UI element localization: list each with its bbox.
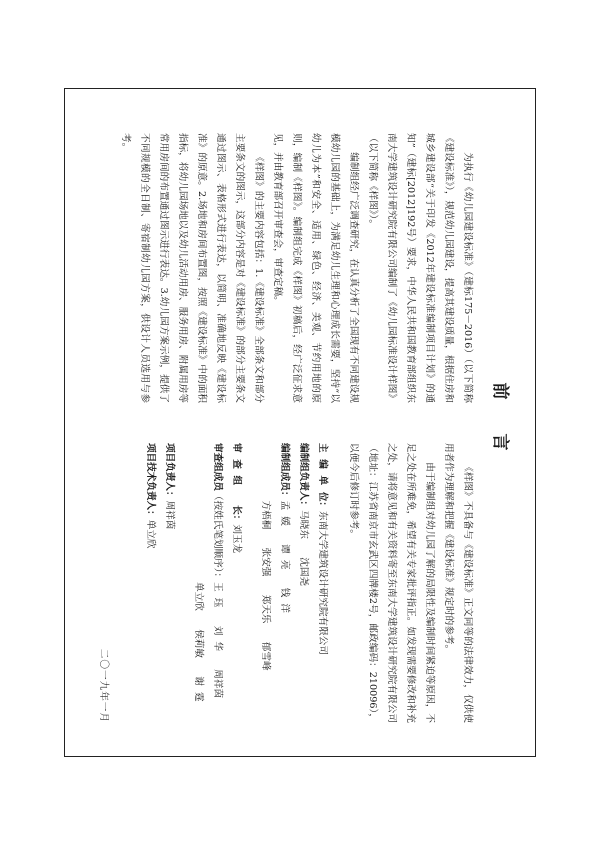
review-lead-label: 审 查 组 长： bbox=[231, 443, 242, 525]
paragraph: 编制组经广泛调查研究，在认真分析了全国现有不同建设规模幼儿园的基础上，为满足幼儿生理和心理成长需要，坚持“以幼儿为本”和安全、适用、绿色、经济、美观、节约用地的原则，编制《样图》。编制组完成《样图》初稿后，经广泛征求意见，并由教育部召开审查会，审查定稿。 bbox=[272, 133, 359, 403]
review-members-label: 审查组成员 bbox=[212, 443, 223, 491]
editor-unit-row bbox=[313, 443, 332, 723]
members-row bbox=[275, 443, 294, 723]
review-members-line: 王 珏 刘 华 周祥茵 bbox=[212, 582, 223, 699]
review-members-note: （按姓氏笔划顺序）： bbox=[212, 490, 223, 583]
project-lead: 周祥茵 bbox=[164, 500, 175, 530]
leads-row bbox=[294, 443, 313, 723]
paragraph: 《样图》的主要内容包括：1.《建设标准》全部条文和部分主要条文的图示，这部分内容是对《建设标准》的部分主要条文通过图示、表格形式进行表达，以简明、准确地反映《建设标准》的原意。2.场地和房间布置图，按照《建设标准》中的面积指标，将幼儿园场地以及幼儿活动用房、服务用房、附属用房等常用房间的布置通过图示进行表达。3.幼儿园方案示例，提供了不同规模的全日制、寄宿制幼儿园方案，供设计人员选用与参考。 bbox=[120, 133, 264, 403]
tech-lead: 单立欣 bbox=[145, 519, 156, 549]
left-column bbox=[116, 133, 477, 403]
review-lead-row bbox=[227, 443, 246, 723]
members-line: 孟 媛 谭 亮 钱 洋 bbox=[279, 500, 290, 614]
paragraph: 由于编制组对幼儿园了解的局限性及编制时间紧迫等原因，不足之处在所难免，希望有关专家批评指正。如发现需要修改和补充之处，请将意见和有关资料寄至东南大学建筑设计研究院有限公司（地址：江苏省南京市玄武区四牌楼2号，邮政编码：210096），以便今后修订时参考。 bbox=[348, 443, 435, 723]
tech-lead-label: 项目技术负责人： bbox=[145, 443, 156, 520]
page-frame bbox=[64, 88, 536, 757]
review-members-row bbox=[208, 443, 227, 723]
review-members-line: 单立欣 侯莉敏 谢 霆 bbox=[193, 582, 204, 702]
leads: 马晓东 沈国尧 bbox=[298, 510, 309, 587]
editor-unit-label: 主 编 单 位： bbox=[317, 443, 328, 512]
project-lead-label: 项目负责人： bbox=[164, 443, 175, 501]
paragraph: 为执行《幼儿园建设标准》（建标175－2016）（以下简称《建设标准》），规范幼儿园建设，提高其建设质量，根据住房和城乡建设部“关于印发《2012年建设标准编制项目计划》的通知”（建标[2012]192号）要求，中华人民共和国教育部组织东南大学建筑设计研究院有限公司编制了《幼儿园标准设计样图》（以下简称《样图》）。 bbox=[367, 133, 473, 403]
members-row-2 bbox=[256, 443, 275, 723]
members-line: 方梧桐 张安强 郑天乐 郁雪峰 bbox=[260, 500, 271, 671]
date: 二〇一九年一月 bbox=[98, 648, 109, 723]
editor-unit: 东南大学建筑设计研究院有限公司 bbox=[317, 511, 328, 655]
review-members-row-2 bbox=[189, 443, 208, 723]
members-label: 编制组成员： bbox=[279, 443, 290, 501]
staff-list bbox=[141, 443, 332, 723]
right-column bbox=[94, 443, 477, 723]
paragraph: 《样图》不具备与《建设标准》正文同等的法律效力，仅供使用者作为理解和把握《建设标准》规定时的参考。 bbox=[443, 443, 473, 723]
review-lead: 刘玉龙 bbox=[231, 524, 242, 554]
tech-lead-row bbox=[141, 443, 160, 723]
page-title: 前 言 bbox=[490, 382, 510, 465]
project-lead-row bbox=[160, 443, 179, 723]
rotated-page bbox=[65, 89, 537, 758]
leads-label: 编制组负责人： bbox=[298, 443, 309, 511]
